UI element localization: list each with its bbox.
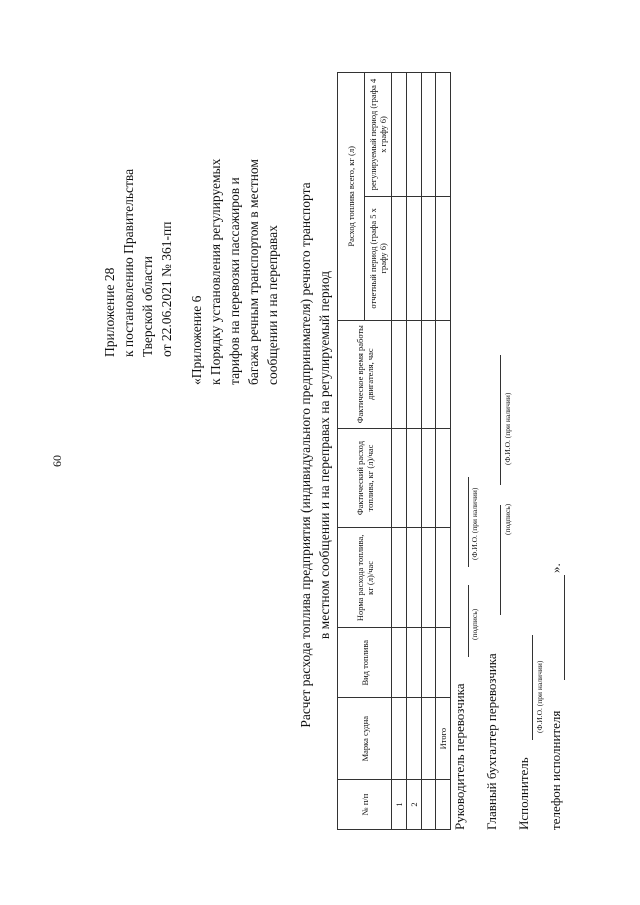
annex-ref-line: к Порядку установления регулируемых (208, 158, 223, 385)
header-vessel-brand: Марка судна (338, 698, 392, 780)
annex-ref-line: тарифов на перевозки пассажиров и (227, 177, 242, 385)
annex-line: Тверской области (140, 256, 155, 357)
accountant-label: Главный бухгалтер перевозчика (484, 653, 499, 830)
header-actual-rate: Фактический расход топлива, кг (л)/час (338, 428, 392, 528)
accountant-name-line (500, 355, 501, 485)
head-name-line (468, 477, 469, 567)
executor-name-caption: (Ф.И.О. (при наличии) (535, 660, 544, 733)
row-number: 2 (407, 780, 422, 830)
annex-line: от 22.06.2021 № 361-пп (159, 221, 174, 357)
head-sign-line (468, 585, 469, 657)
executor-name-line (532, 635, 533, 740)
phone-label: телефон исполнителя (548, 710, 563, 830)
title-line: в местном сообщении и на переправах на регулируемый период (317, 270, 332, 640)
table-row (392, 73, 407, 830)
table-row (407, 73, 422, 830)
head-label: Руководитель перевозчика (452, 683, 467, 830)
fuel-consumption-table (337, 72, 451, 830)
document-title (296, 25, 334, 885)
head-sign-caption: (подпись) (470, 608, 479, 640)
annex-ref-line: «Приложение 6 (189, 295, 204, 385)
row-number (422, 780, 436, 830)
annex-header (100, 169, 176, 357)
annex-ref-line: багажа речным транспортом в местном (246, 159, 261, 385)
total-row (436, 73, 451, 830)
annex-line: к постановлению Правительства (121, 168, 136, 357)
accountant-sign-line (500, 505, 501, 615)
header-fuel-type: Вид топлива (338, 628, 392, 698)
total-label: Итого (436, 698, 451, 780)
accountant-sign-caption: (подпись) (503, 503, 512, 535)
header-engine-time: Фактическое время работы двигателя, час (338, 320, 392, 428)
table-row (422, 73, 436, 830)
phone-line (564, 575, 565, 680)
header-regulated-period: регулируемый период (графа 4 х графу 6) (365, 73, 392, 197)
page-number: 60 (50, 455, 64, 467)
annex-reference (187, 25, 282, 385)
title-line: Расчет расхода топлива предприятия (индивидуального предпринимателя) речного транспорта (298, 182, 313, 728)
closing-quote: ». (548, 563, 563, 573)
header-reporting-period: отчетный период (графа 5 х графу 6) (365, 196, 392, 320)
header-num: № п/п (338, 780, 392, 830)
header-fuel-norm: Норма расхода топлива, кг (л)/час (338, 528, 392, 628)
row-number: 1 (392, 780, 407, 830)
executor-label: Исполнитель (516, 757, 531, 830)
header-total-fuel: Расход топлива всего, кг (л) (338, 73, 365, 321)
accountant-name-caption: (Ф.И.О. (при наличии) (503, 392, 512, 465)
annex-ref-line: сообщении и на переправах (265, 225, 280, 385)
head-name-caption: (Ф.И.О. (при наличии) (470, 487, 479, 560)
annex-line: Приложение 28 (102, 267, 117, 357)
